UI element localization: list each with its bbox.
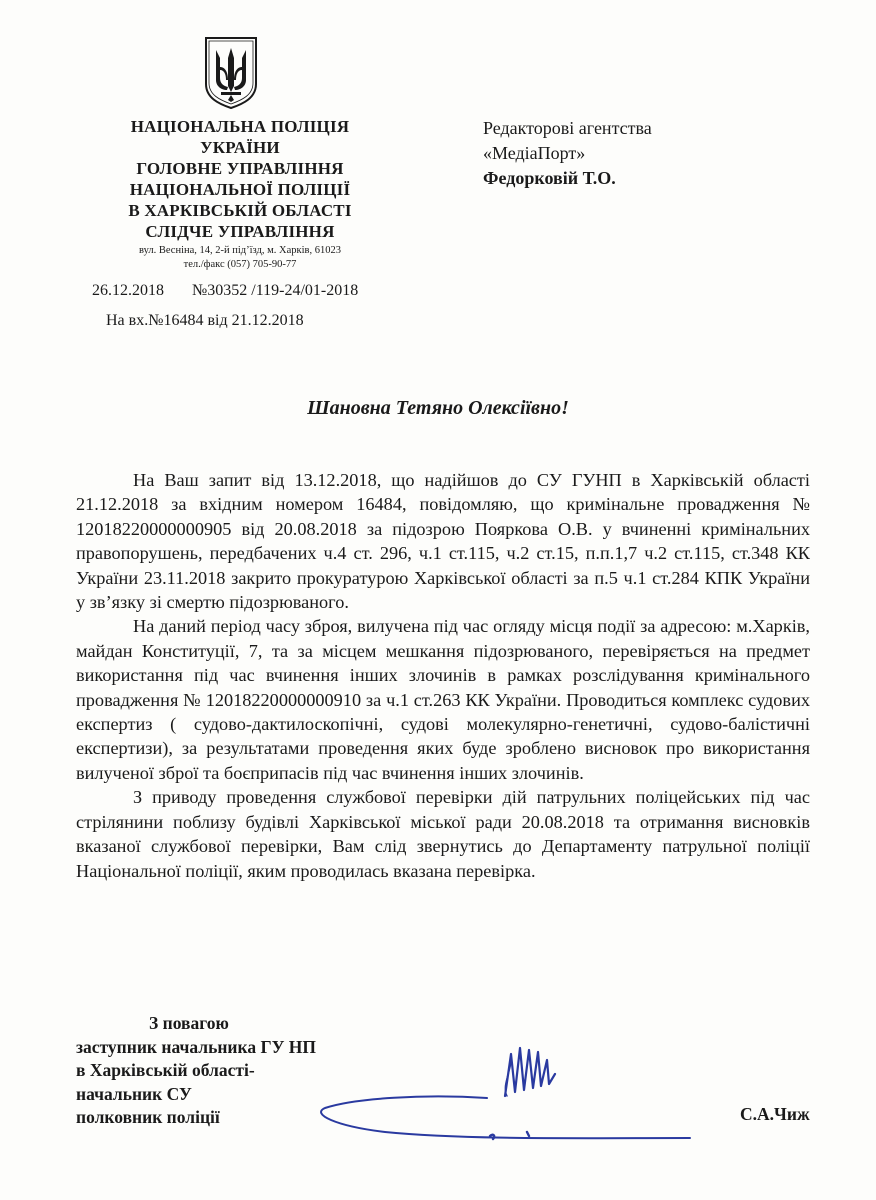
signer-position: полковник поліції [76, 1107, 220, 1127]
body-paragraph: На Ваш запит від 13.12.2018, що надійшов до СУ ГУНП в Харківській області 21.12.2018 за вхідним номером 16484, повідомляю, що кримінальне провадження № 12018220000000905 від 20.08.2018 за підозрою Пояркова О.В. у вчиненні кримінальних правопорушень, передбачених ч.4 ст. 296, ч.1 ст.115, ч.2 ст.15, п.п.1,7 ч.2 ст.115, ст.348 КК України 23.11.2018 закрито прокуратурою Харківської області за п.5 ч.1 ст.284 КПК України у зв’язку зі смертю підозрюваного. [76, 470, 810, 613]
registration-line [92, 281, 358, 301]
handwritten-signature [315, 1040, 695, 1150]
letterhead-line: УКРАЇНИ [200, 138, 280, 157]
letterhead [100, 116, 380, 272]
letterhead-line: НАЦІОНАЛЬНОЇ ПОЛІЦІЇ [129, 180, 351, 199]
letterhead-line: НАЦІОНАЛЬНА ПОЛІЦІЯ [130, 117, 350, 136]
letter-number: №30352 /119-24/01-2018 [192, 282, 359, 299]
salutation: Шановна Тетяно Олексіївно! [307, 397, 569, 419]
addressee-line: Редакторові агентства [483, 118, 652, 138]
addressee [483, 116, 803, 191]
closing-regards: З повагою [149, 1013, 229, 1033]
trident-emblem-icon [203, 36, 259, 110]
body-paragraph: З приводу проведення службової перевірки дій патрульних поліцейських під час стрілянини поблизу будівлі Харківської міської ради 20.08.2018 та отримання висновків вказаної службової перевірки, Вам слід звернутись до Департаменту патрульної поліції Національної поліції, яким проводилась вказана перевірка. [76, 787, 810, 881]
addressee-name: Федорковій Т.О. [483, 168, 616, 188]
letterhead-line: ГОЛОВНЕ УПРАВЛІННЯ [136, 159, 344, 178]
letterhead-line: В ХАРКІВСЬКІЙ ОБЛАСТІ [128, 201, 352, 220]
signer-position: в Харківській області- [76, 1060, 255, 1080]
letter-body [76, 468, 810, 883]
letterhead-phone: тел./факс (057) 705-90-77 [183, 259, 297, 270]
letterhead-address: вул. Весніна, 14, 2-й під’їзд, м. Харків, 61023 [139, 245, 341, 256]
addressee-line: «МедіаПорт» [483, 143, 586, 163]
letter-date: 26.12.2018 [92, 282, 164, 299]
incoming-reference: На вх.№16484 від 21.12.2018 [106, 312, 304, 329]
signer-name: С.А.Чиж [740, 1104, 810, 1124]
signer-position: заступник начальника ГУ НП [76, 1036, 317, 1057]
body-paragraph: На даний період часу зброя, вилучена під час огляду місця події за адресою: м.Харків, майдан Конституції, 7, та за місцем мешкання підозрюваного, перевіряється на предмет використання під час вчинення інших злочинів в рамках розслідування кримінального провадження № 12018220000000910 за ч.1 ст.263 КК України. Проводиться комплекс судових експертиз ( судово-дактилоскопічні, судові молекулярно-генетичні, судово-балістичні експертизи), за результатами проведення яких буде зроблено висновок про використання вилученої зброї та боєприпасів під час вчинення інших злочинів. [76, 616, 810, 783]
letterhead-line: СЛІДЧЕ УПРАВЛІННЯ [145, 222, 335, 241]
signer-position: начальник СУ [76, 1083, 192, 1104]
